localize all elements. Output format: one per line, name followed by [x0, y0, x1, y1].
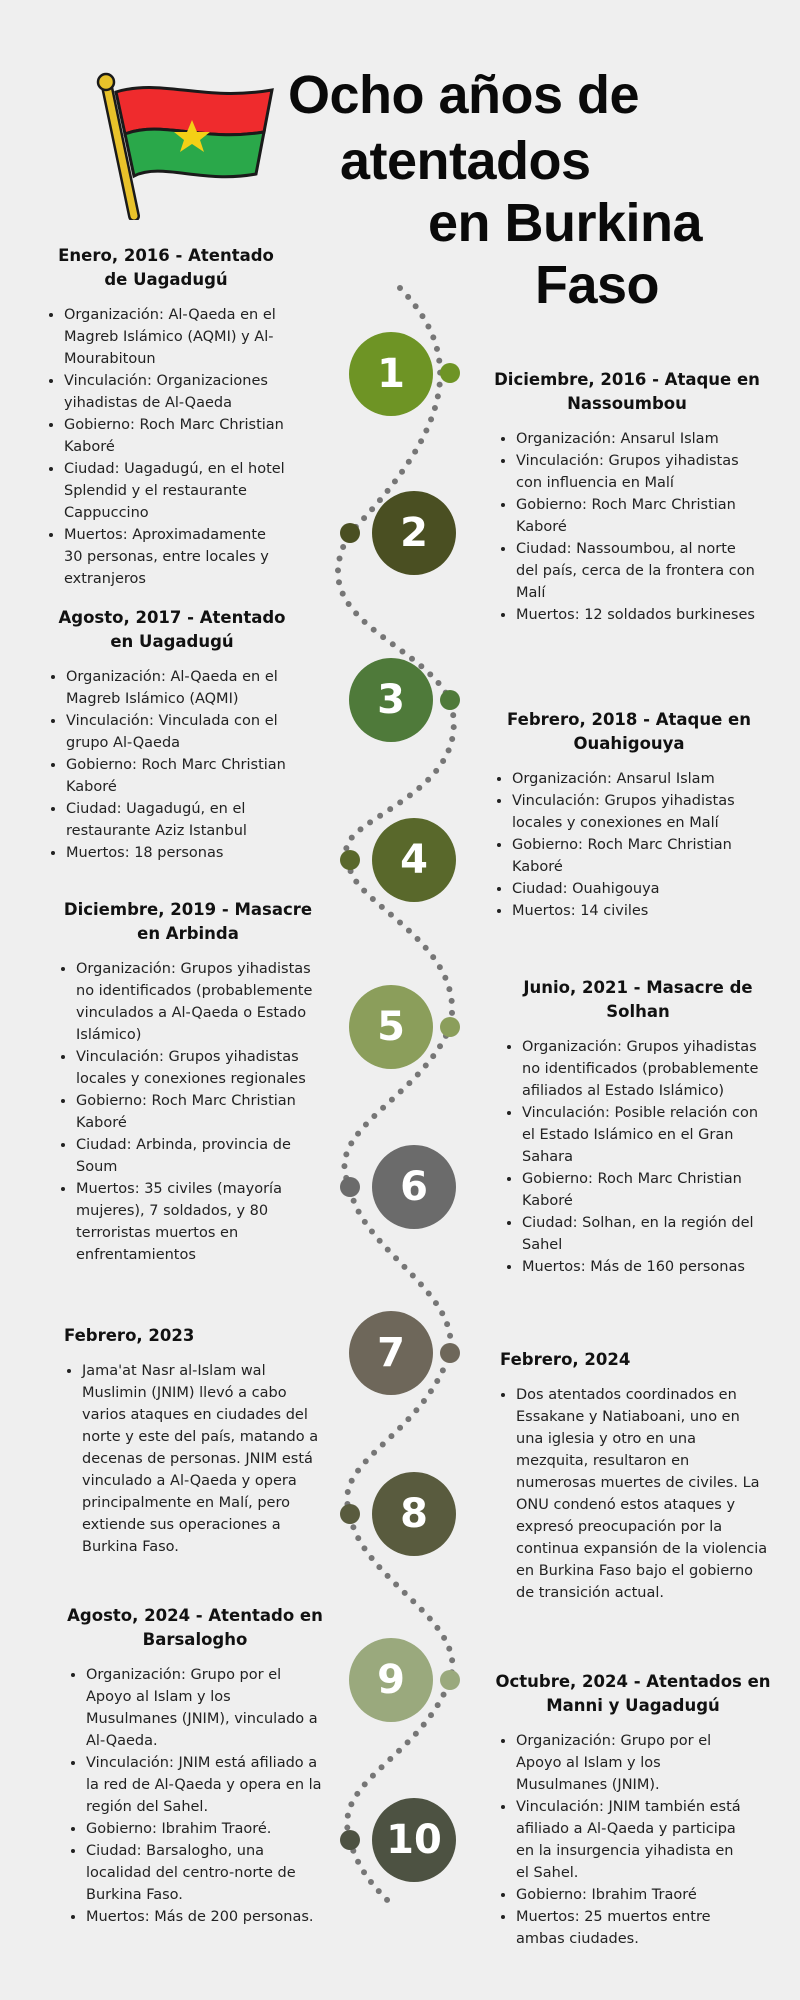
timeline-number-9: 9 [349, 1638, 433, 1722]
timeline-dot [340, 1504, 360, 1524]
event-detail: • Organización: Al-Qaeda en el Magreb Islámico (AQMI) [66, 666, 298, 710]
event-card-2 [492, 368, 762, 626]
event-card-5 [54, 898, 322, 1266]
event-card-9 [64, 1604, 326, 1928]
event-detail: • Vinculación: Grupos yihadistas locales y conexiones en Malí [512, 790, 760, 834]
event-detail: • Ciudad: Uagadugú, en el hotel Splendid y el restaurante Cappuccino [64, 458, 288, 524]
event-detail: • Ciudad: Solhan, en la región del Sahel [522, 1212, 774, 1256]
event-detail: • Vinculación: Grupos yihadistas con influencia en Malí [516, 450, 762, 494]
event-detail: • Gobierno: Roch Marc Christian Kaboré [522, 1168, 774, 1212]
event-detail: • Organización: Grupos yihadistas no identificados (probablemente afiliados al Estado Islámico) [522, 1036, 774, 1102]
event-detail: • Organización: Ansarul Islam [512, 768, 760, 790]
event-detail: • Ciudad: Barsalogho, una localidad del centro-norte de Burkina Faso. [86, 1840, 326, 1906]
event-title: Febrero, 2018 - Ataque en Ouahigouya [507, 710, 751, 753]
event-detail: • Muertos: 25 muertos entre ambas ciudades. [516, 1906, 748, 1950]
timeline-dot [340, 1830, 360, 1850]
event-card-3 [46, 606, 298, 864]
timeline-number-6: 6 [372, 1145, 456, 1229]
event-detail: • Muertos: 14 civiles [512, 900, 760, 922]
event-detail: • Ciudad: Arbinda, provincia de Soum [76, 1134, 322, 1178]
event-title: Febrero, 2023 [64, 1326, 195, 1345]
event-detail: • Vinculación: JNIM también está afiliado a Al-Qaeda y participa en la insurgencia yihadista en el Sahel. [516, 1796, 748, 1884]
event-detail: • Muertos: 35 civiles (mayoría mujeres), 7 soldados, y 80 terroristas muertos en enfrentamientos [76, 1178, 322, 1266]
event-detail: • Organización: Grupo por el Apoyo al Islam y los Musulmanes (JNIM), vinculado a Al-Qaeda. [86, 1664, 326, 1752]
event-title: Enero, 2016 - Atentado de Uagadugú [58, 246, 274, 289]
event-detail: • Organización: Grupo por el Apoyo al Islam y los Musulmanes (JNIM). [516, 1730, 748, 1796]
timeline-number-2: 2 [372, 491, 456, 575]
event-title: Junio, 2021 - Masacre de Solhan [523, 978, 753, 1021]
event-detail: • Organización: Ansarul Islam [516, 428, 762, 450]
page-title-line-3: en Burkina [428, 193, 703, 253]
event-detail: • Muertos: 12 soldados burkineses [516, 604, 762, 626]
timeline-dot [440, 690, 460, 710]
event-detail: • Muertos: Más de 160 personas [522, 1256, 774, 1278]
timeline-dot [440, 1017, 460, 1037]
timeline-number-3: 3 [349, 658, 433, 742]
event-title: Octubre, 2024 - Atentados en Manni y Uagadugú [495, 1672, 771, 1715]
timeline-number-10: 10 [372, 1798, 456, 1882]
page-title-line-4: Faso [535, 255, 660, 315]
event-title: Agosto, 2017 - Atentado en Uagadugú [58, 608, 286, 651]
event-detail: • Muertos: Más de 200 personas. [86, 1906, 326, 1928]
timeline-dot [340, 523, 360, 543]
event-title: Diciembre, 2016 - Ataque en Nassoumbou [494, 370, 760, 413]
page-title-line-1: Ocho años de [288, 65, 640, 125]
timeline-dot [440, 363, 460, 383]
event-detail: • Muertos: 18 personas [66, 842, 298, 864]
event-detail: • Vinculación: Vinculada con el grupo Al-Qaeda [66, 710, 298, 754]
timeline-dot [340, 1177, 360, 1197]
event-detail: • Organización: Grupos yihadistas no identificados (probablemente vinculados a Al-Qaeda o Estado Islámico) [76, 958, 322, 1046]
event-detail: • Vinculación: Grupos yihadistas locales y conexiones regionales [76, 1046, 322, 1090]
event-detail: • Dos atentados coordinados en Essakane y Natiaboani, uno en una iglesia y otro en una mezquita, resultaron en numerosas muertes de civiles. La ONU condenó estos ataques y expresó preocupación por la continua expansión de la violencia en Burkina Faso bajo el gobierno de transición actual. [516, 1384, 770, 1604]
event-detail: • Vinculación: Organizaciones yihadistas de Al-Qaeda [64, 370, 288, 414]
timeline-number-1: 1 [349, 332, 433, 416]
event-card-7 [64, 1324, 326, 1558]
event-card-1 [44, 244, 288, 590]
event-detail: • Ciudad: Ouahigouya [512, 878, 760, 900]
event-detail: • Ciudad: Nassoumbou, al norte del país, cerca de la frontera con Malí [516, 538, 762, 604]
timeline-number-7: 7 [349, 1311, 433, 1395]
event-card-6 [502, 976, 774, 1278]
event-detail: • Vinculación: Posible relación con el Estado Islámico en el Gran Sahara [522, 1102, 774, 1168]
event-card-4 [498, 708, 760, 922]
event-detail: • Muertos: Aproximadamente 30 personas, entre locales y extranjeros [64, 524, 288, 590]
event-title: Febrero, 2024 [500, 1350, 631, 1369]
event-card-10 [492, 1670, 774, 1950]
timeline-dot [340, 850, 360, 870]
event-card-8 [500, 1348, 770, 1604]
timeline-dot [440, 1343, 460, 1363]
timeline-dot [440, 1670, 460, 1690]
event-detail: • Ciudad: Uagadugú, en el restaurante Aziz Istanbul [66, 798, 298, 842]
timeline-number-8: 8 [372, 1472, 456, 1556]
event-detail: • Gobierno: Ibrahim Traoré [516, 1884, 748, 1906]
event-title: Agosto, 2024 - Atentado en Barsalogho [67, 1606, 323, 1649]
timeline-number-5: 5 [349, 985, 433, 1069]
event-title: Diciembre, 2019 - Masacre en Arbinda [63, 900, 313, 943]
event-detail: • Organización: Al-Qaeda en el Magreb Islámico (AQMI) y Al-Mourabitoun [64, 304, 288, 370]
timeline-number-4: 4 [372, 818, 456, 902]
event-detail: • Gobierno: Roch Marc Christian Kaboré [76, 1090, 322, 1134]
event-detail: • Jama'at Nasr al-Islam wal Muslimin (JNIM) llevó a cabo varios ataques en ciudades del norte y este del país, matando a decenas de personas. JNIM está vinculado a Al-Qaeda y opera principalmente en Malí, pero extiende sus operaciones a Burkina Faso. [82, 1360, 326, 1558]
event-detail: • Gobierno: Ibrahim Traoré. [86, 1818, 326, 1840]
event-detail: • Gobierno: Roch Marc Christian Kaboré [516, 494, 762, 538]
event-detail: • Gobierno: Roch Marc Christian Kaboré [66, 754, 298, 798]
page-title-line-2: atentados [340, 131, 591, 191]
event-detail: • Gobierno: Roch Marc Christian Kaboré [512, 834, 760, 878]
event-detail: • Vinculación: JNIM está afiliado a la red de Al-Qaeda y opera en la región del Sahel. [86, 1752, 326, 1818]
event-detail: • Gobierno: Roch Marc Christian Kaboré [64, 414, 288, 458]
